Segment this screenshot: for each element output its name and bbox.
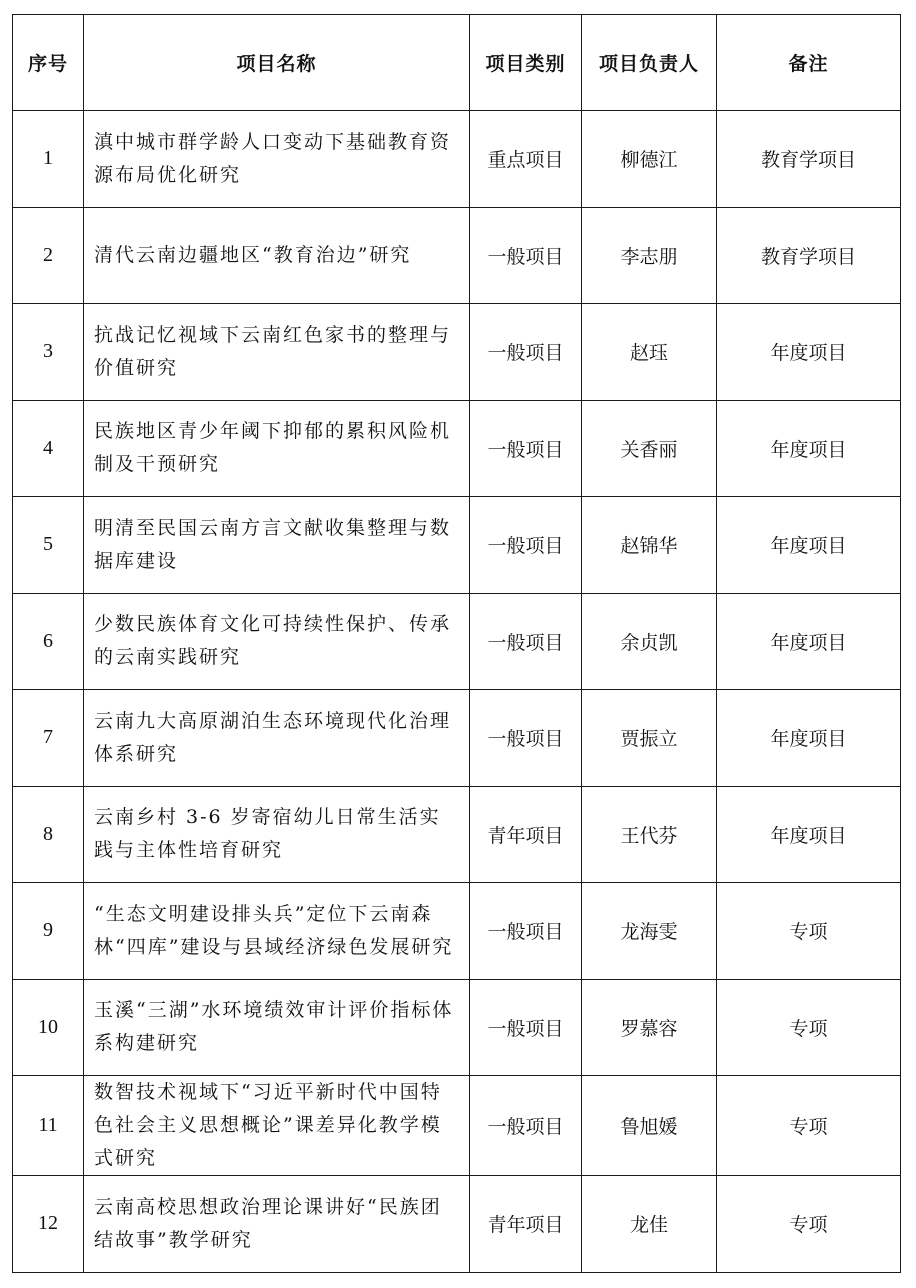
row-leader: 柳德江 <box>582 111 717 208</box>
row-category: 一般项目 <box>470 593 582 690</box>
row-category: 一般项目 <box>470 400 582 497</box>
row-project-name: 玉溪“三湖”水环境绩效审计评价指标体系构建研究 <box>84 979 470 1076</box>
row-num: 12 <box>13 1176 84 1273</box>
row-note: 年度项目 <box>717 690 901 787</box>
row-num: 4 <box>13 400 84 497</box>
row-leader: 龙佳 <box>582 1176 717 1273</box>
row-project-name: 滇中城市群学龄人口变动下基础教育资源布局优化研究 <box>84 111 470 208</box>
row-leader: 王代芬 <box>582 786 717 883</box>
table-row <box>13 883 901 980</box>
row-project-name: 民族地区青少年阈下抑郁的累积风险机制及干预研究 <box>84 400 470 497</box>
row-num: 6 <box>13 593 84 690</box>
row-note: 年度项目 <box>717 786 901 883</box>
row-num: 1 <box>13 111 84 208</box>
table-header <box>13 15 901 111</box>
row-project-name: 抗战记忆视域下云南红色家书的整理与价值研究 <box>84 304 470 401</box>
table-row <box>13 1076 901 1176</box>
row-num: 7 <box>13 690 84 787</box>
row-project-name: 数智技术视域下“习近平新时代中国特色社会主义思想概论”课差异化教学模式研究 <box>84 1076 470 1176</box>
row-category: 一般项目 <box>470 979 582 1076</box>
row-leader: 李志朋 <box>582 207 717 304</box>
row-category: 一般项目 <box>470 690 582 787</box>
table-row <box>13 497 901 594</box>
row-category: 一般项目 <box>470 304 582 401</box>
table-row <box>13 304 901 401</box>
table-row <box>13 400 901 497</box>
row-num: 2 <box>13 207 84 304</box>
row-note: 年度项目 <box>717 497 901 594</box>
header-category: 项目类别 <box>470 15 582 111</box>
row-project-name: 明清至民国云南方言文献收集整理与数据库建设 <box>84 497 470 594</box>
row-project-name: 少数民族体育文化可持续性保护、传承的云南实践研究 <box>84 593 470 690</box>
row-note: 专项 <box>717 883 901 980</box>
row-num: 3 <box>13 304 84 401</box>
table-row <box>13 786 901 883</box>
table-row <box>13 1176 901 1273</box>
projects-table <box>12 14 901 1273</box>
row-project-name: 云南高校思想政治理论课讲好“民族团结故事”教学研究 <box>84 1176 470 1273</box>
header-leader: 项目负责人 <box>582 15 717 111</box>
row-num: 11 <box>13 1076 84 1176</box>
row-leader: 赵珏 <box>582 304 717 401</box>
header-num: 序号 <box>13 15 84 111</box>
header-row <box>13 15 901 111</box>
row-leader: 余贞凯 <box>582 593 717 690</box>
row-note: 教育学项目 <box>717 111 901 208</box>
table-row <box>13 111 901 208</box>
row-project-name: 云南九大高原湖泊生态环境现代化治理体系研究 <box>84 690 470 787</box>
row-category: 一般项目 <box>470 1076 582 1176</box>
row-note: 年度项目 <box>717 593 901 690</box>
row-leader: 关香丽 <box>582 400 717 497</box>
row-note: 年度项目 <box>717 400 901 497</box>
row-note: 教育学项目 <box>717 207 901 304</box>
row-category: 一般项目 <box>470 497 582 594</box>
header-note: 备注 <box>717 15 901 111</box>
row-category: 一般项目 <box>470 207 582 304</box>
row-project-name: 云南乡村 3-6 岁寄宿幼儿日常生活实践与主体性培育研究 <box>84 786 470 883</box>
row-num: 8 <box>13 786 84 883</box>
row-leader: 罗慕容 <box>582 979 717 1076</box>
table-row <box>13 979 901 1076</box>
row-project-name: 清代云南边疆地区“教育治边”研究 <box>84 207 470 304</box>
row-category: 重点项目 <box>470 111 582 208</box>
table-row <box>13 593 901 690</box>
table-row <box>13 207 901 304</box>
row-project-name: “生态文明建设排头兵”定位下云南森林“四库”建设与县域经济绿色发展研究 <box>84 883 470 980</box>
row-category: 一般项目 <box>470 883 582 980</box>
row-note: 年度项目 <box>717 304 901 401</box>
row-num: 10 <box>13 979 84 1076</box>
row-category: 青年项目 <box>470 1176 582 1273</box>
row-leader: 鲁旭媛 <box>582 1076 717 1176</box>
row-note: 专项 <box>717 1076 901 1176</box>
table-row <box>13 690 901 787</box>
row-note: 专项 <box>717 1176 901 1273</box>
row-num: 9 <box>13 883 84 980</box>
row-category: 青年项目 <box>470 786 582 883</box>
row-leader: 贾振立 <box>582 690 717 787</box>
table-body <box>13 111 901 1273</box>
row-num: 5 <box>13 497 84 594</box>
row-leader: 龙海雯 <box>582 883 717 980</box>
row-leader: 赵锦华 <box>582 497 717 594</box>
header-name: 项目名称 <box>84 15 470 111</box>
row-note: 专项 <box>717 979 901 1076</box>
